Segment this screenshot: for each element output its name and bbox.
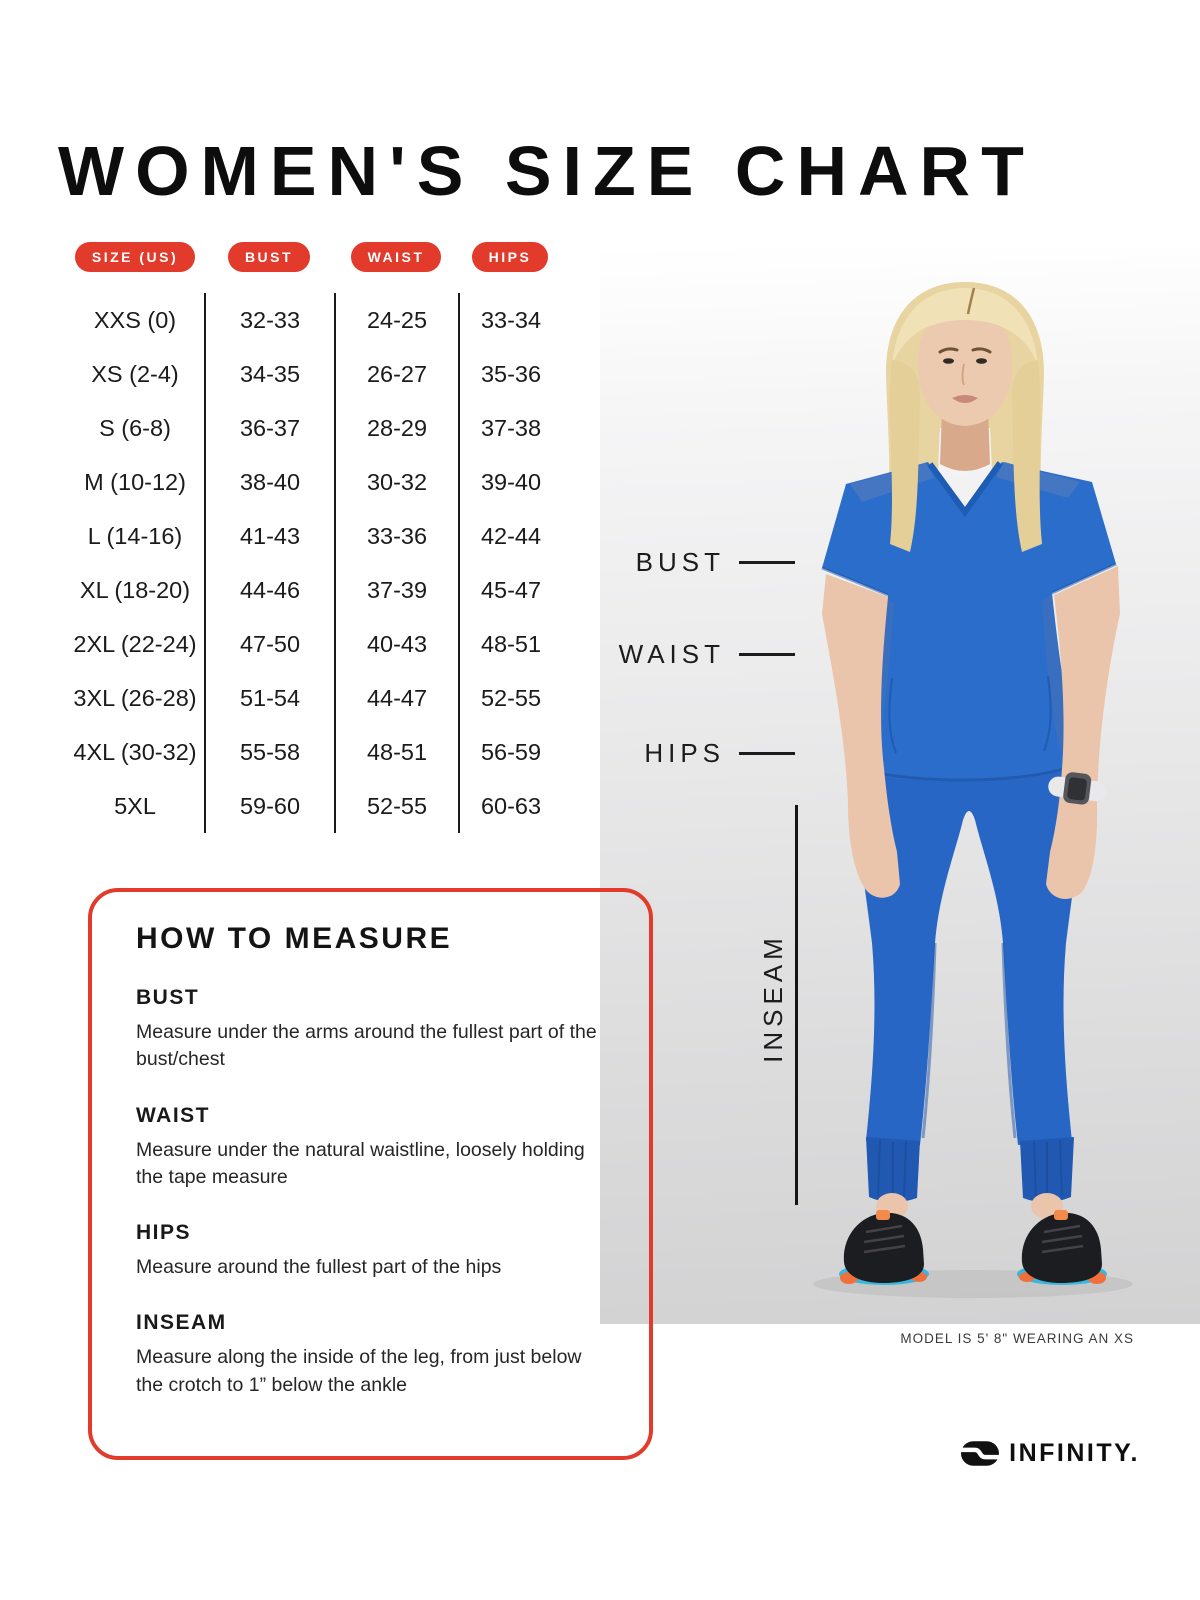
waist-value-cell: 26-27: [334, 347, 458, 401]
waist-value-cell: 40-43: [334, 617, 458, 671]
size-cell: XL (18-20): [79, 576, 191, 603]
measure-section-label: INSEAM: [136, 1311, 227, 1335]
waist-label: WAIST: [618, 639, 725, 669]
measure-section: [136, 1221, 613, 1281]
bust-value-cell: 41-43: [204, 509, 334, 563]
measure-section: [136, 1311, 613, 1399]
hips-value-cell: 42-44: [458, 509, 562, 563]
measure-section: [136, 1104, 613, 1192]
measure-section: [136, 986, 613, 1074]
size-cell: XS (2-4): [91, 360, 179, 387]
bust-value-cell: 32-33: [204, 293, 334, 347]
model-photo-panel: [600, 248, 1200, 1324]
waist-value-cell: 33-36: [334, 509, 458, 563]
hips-value-cell: 45-47: [458, 563, 562, 617]
measure-section-text: Measure along the inside of the leg, from just below the crotch to 1” below the ankle: [136, 1346, 582, 1396]
column-header: [66, 238, 204, 293]
waist-value-cell: 30-32: [334, 455, 458, 509]
face: [918, 308, 1012, 426]
bust-pill: BUST: [228, 242, 310, 272]
bust-label: BUST: [635, 547, 725, 577]
column-header: [334, 238, 458, 293]
hips-pill: HIPS: [472, 242, 549, 272]
column-header: [458, 238, 562, 293]
waist-value-cell: 24-25: [334, 293, 458, 347]
waist-value-cell: 44-47: [334, 671, 458, 725]
bust-value-cell: 34-35: [204, 347, 334, 401]
sneaker-left: [839, 1210, 929, 1285]
scrub-pants: [856, 738, 1081, 1145]
bust-value-cell: 59-60: [204, 779, 334, 833]
waist-value-cell: 48-51: [334, 725, 458, 779]
hips-value-cell: 48-51: [458, 617, 562, 671]
size-cell: M (10-12): [84, 468, 186, 495]
bust-value-cell: 55-58: [204, 725, 334, 779]
measure-section-label: HIPS: [136, 1221, 192, 1245]
measure-section-text: Measure under the arms around the fullest part of the bust/chest: [136, 1021, 597, 1071]
pants-cuffs: [866, 1137, 1074, 1202]
waist-value-cell: 52-55: [334, 779, 458, 833]
size-cell: S (6-8): [99, 414, 171, 441]
hips-value-cell: 52-55: [458, 671, 562, 725]
bust-value-cell: 36-37: [204, 401, 334, 455]
waist-annotation: [619, 639, 795, 670]
size-cell: L (14-16): [87, 522, 183, 549]
model-illustration: [600, 248, 1200, 1324]
size-cell: 5XL: [114, 792, 156, 819]
page-title: WOMEN'S SIZE CHART: [58, 131, 1035, 210]
sneaker-right: [1017, 1210, 1107, 1285]
measure-section-label: BUST: [136, 986, 200, 1009]
size-us-pill: SIZE (US): [75, 242, 195, 272]
hips-value-cell: 39-40: [458, 455, 562, 509]
bust-value-cell: 51-54: [204, 671, 334, 725]
size-cell: 3XL (26-28): [73, 684, 197, 711]
bust-pointer-line: [739, 561, 795, 564]
waist-value-cell: 37-39: [334, 563, 458, 617]
column-header: [204, 238, 334, 293]
brand-logo: [961, 1439, 1140, 1468]
infinity-logo-icon: [961, 1441, 999, 1466]
inseam-pointer-line: [795, 805, 798, 1205]
size-table: [66, 238, 562, 833]
how-to-measure-title: HOW TO MEASURE: [136, 922, 453, 955]
inseam-label: INSEAM: [757, 933, 788, 1063]
measure-section-text: Measure under the natural waistline, loosely holding the tape measure: [136, 1138, 585, 1188]
how-to-measure-box: [88, 888, 653, 1460]
size-cell: XXS (0): [93, 306, 177, 333]
model-caption: MODEL IS 5' 8" WEARING AN XS: [900, 1331, 1134, 1346]
how-to-measure-sections: [136, 986, 613, 1399]
size-cell: 4XL (30-32): [73, 738, 197, 765]
hips-value-cell: 37-38: [458, 401, 562, 455]
brand-wordmark: INFINITY.: [1009, 1439, 1140, 1467]
hips-value-cell: 60-63: [458, 779, 562, 833]
size-cell: 2XL (22-24): [73, 630, 197, 657]
bust-value-cell: 47-50: [204, 617, 334, 671]
hips-annotation: [644, 738, 795, 769]
hips-value-cell: 35-36: [458, 347, 562, 401]
hips-value-cell: 56-59: [458, 725, 562, 779]
waist-value-cell: 28-29: [334, 401, 458, 455]
hips-pointer-line: [739, 752, 795, 755]
bust-value-cell: 44-46: [204, 563, 334, 617]
hips-value-cell: 33-34: [458, 293, 562, 347]
waist-pill: WAIST: [351, 242, 442, 272]
bust-value-cell: 38-40: [204, 455, 334, 509]
waist-pointer-line: [739, 653, 795, 656]
hips-label: HIPS: [644, 738, 725, 768]
measure-section-label: WAIST: [136, 1103, 210, 1127]
measure-section-text: Measure around the fullest part of the hips: [136, 1256, 502, 1279]
bust-annotation: [636, 547, 795, 578]
